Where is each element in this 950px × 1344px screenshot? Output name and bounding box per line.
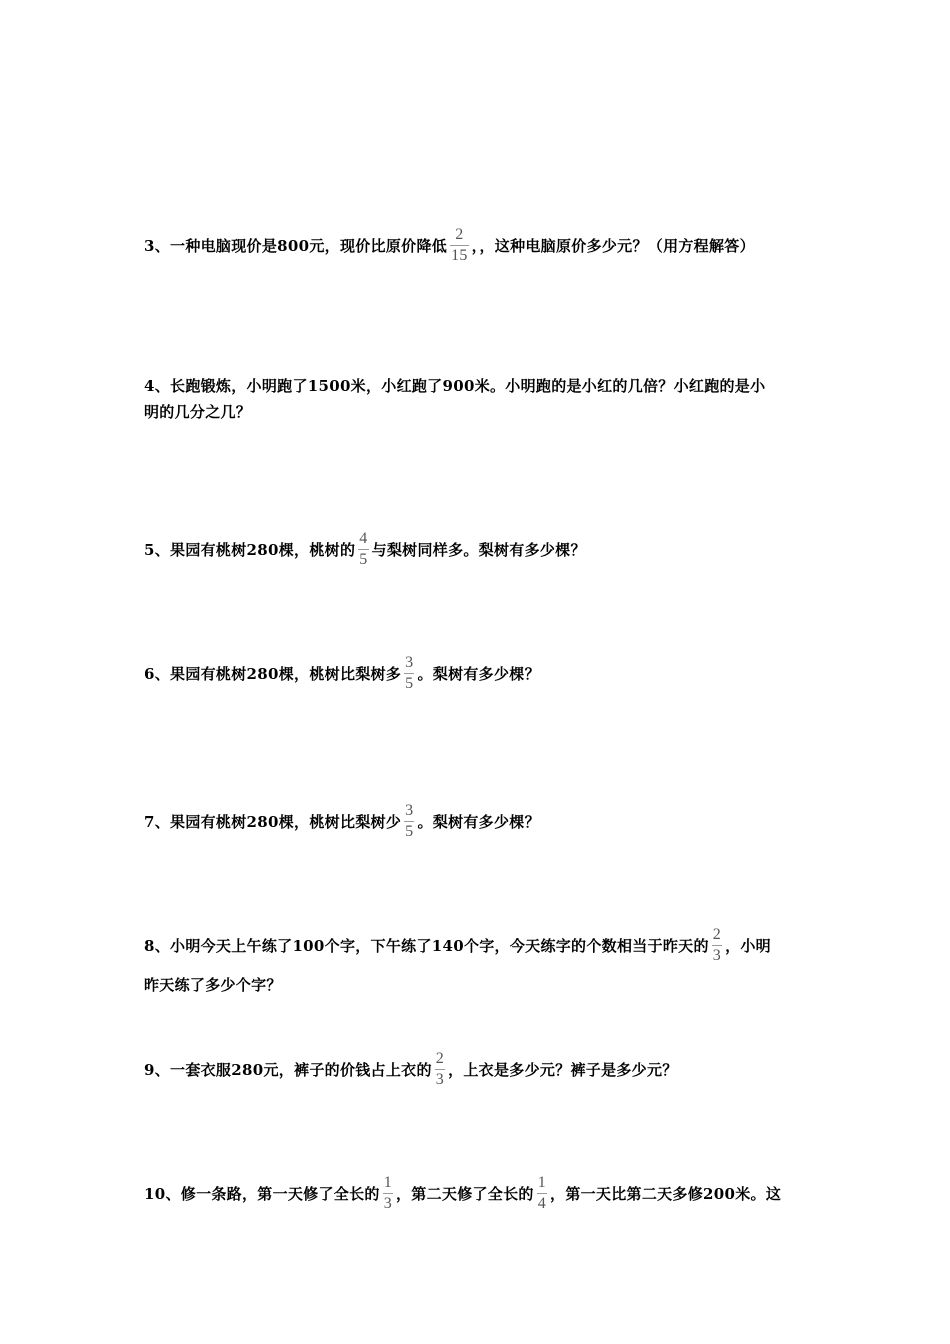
fraction-bar: [435, 1069, 445, 1070]
fraction-denominator: 3: [435, 1071, 445, 1088]
problem-text: 。梨树有多少棵？: [417, 812, 540, 831]
fraction-numerator: 3: [405, 802, 414, 819]
problem-text: 5、果园有桃树280棵，桃树的: [144, 540, 356, 559]
fraction-denominator: 3: [383, 1195, 392, 1212]
fraction-bar: [450, 245, 469, 246]
problem-line: [144, 1174, 781, 1213]
fraction: [358, 530, 368, 569]
problem-text: 7、果园有桃树280棵，桃树比梨树少: [144, 812, 402, 831]
problem-text: 明的几分之几？: [144, 403, 252, 421]
fraction-denominator: 3: [712, 947, 722, 964]
fraction-numerator: 2: [435, 1050, 445, 1067]
problem-line: [144, 530, 586, 569]
fraction: [404, 802, 414, 841]
problem-text: ，第一天比第二天多修200米。这: [550, 1184, 782, 1203]
fraction: [537, 1174, 547, 1213]
fraction-denominator: 5: [405, 823, 414, 840]
fraction-numerator: 3: [405, 654, 414, 671]
problem-line: [144, 975, 282, 995]
problem-line: [144, 376, 765, 396]
problem-text: ，，这种电脑原价多少元？（用方程解答）: [471, 236, 755, 255]
fraction: [404, 654, 414, 693]
fraction-numerator: 1: [383, 1174, 392, 1191]
problem-line: [144, 802, 540, 841]
problem-text: 4、长跑锻炼，小明跑了1500米，小红跑了900米。小明跑的是小红的几倍？小红跑的是小: [144, 377, 766, 395]
fraction: [712, 926, 722, 965]
fraction-bar: [383, 1193, 393, 1194]
fraction-denominator: 15: [451, 247, 468, 264]
problem-line: [144, 654, 540, 693]
problem-line: [144, 926, 771, 965]
problem-line: [144, 1050, 678, 1089]
problem-line: [144, 226, 755, 265]
fraction-bar: [537, 1193, 547, 1194]
fraction-bar: [358, 549, 368, 550]
problem-text: 8、小明今天上午练了100个字，下午练了140个字，今天练字的个数相当于昨天的: [144, 936, 709, 955]
fraction-bar: [404, 821, 414, 822]
fraction-denominator: 4: [537, 1195, 547, 1212]
problem-text: 10、修一条路，第一天修了全长的: [144, 1184, 380, 1203]
problem-line: [144, 402, 251, 422]
problem-text: 9、一套衣服280元，裤子的价钱占上衣的: [144, 1060, 432, 1079]
fraction-numerator: 4: [359, 530, 368, 547]
problem-text: ，第二天修了全长的: [396, 1184, 534, 1203]
fraction: [435, 1050, 445, 1089]
problem-text: 与梨树同样多。梨树有多少棵？: [371, 540, 586, 559]
fraction-denominator: 5: [359, 551, 368, 568]
fraction-denominator: 5: [405, 675, 414, 692]
fraction: [450, 226, 469, 265]
fraction-numerator: 2: [455, 226, 464, 243]
problem-text: 6、果园有桃树280棵，桃树比梨树多: [144, 664, 402, 683]
fraction-bar: [712, 945, 722, 946]
fraction-bar: [404, 673, 414, 674]
problem-text: 。梨树有多少棵？: [417, 664, 540, 683]
fraction-numerator: 1: [537, 1174, 547, 1191]
problem-text: 3、一种电脑现价是800元，现价比原价降低: [144, 236, 448, 255]
problem-text: ，上衣是多少元？裤子是多少元？: [448, 1060, 678, 1079]
problem-text: ，小明: [725, 936, 771, 955]
fraction: [383, 1174, 393, 1213]
fraction-numerator: 2: [712, 926, 722, 943]
problem-text: 昨天练了多少个字？: [144, 976, 282, 994]
